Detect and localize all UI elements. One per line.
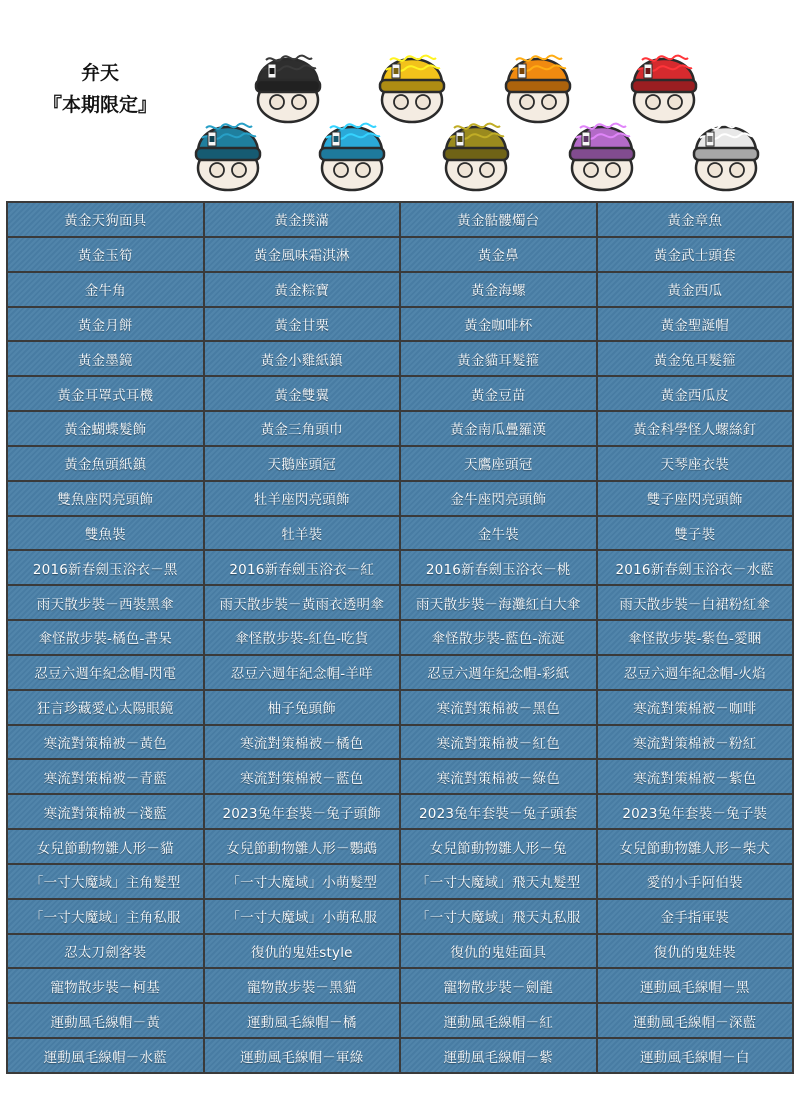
table-cell: 黃金西瓜皮 <box>598 377 793 410</box>
table-cell: 忍豆六週年紀念帽-火焰 <box>598 656 793 689</box>
table-cell: 黃金兔耳髮箍 <box>598 342 793 375</box>
table-cell: 黃金南瓜疊羅漢 <box>401 412 596 445</box>
table-cell: 運動風毛線帽－紫 <box>401 1039 596 1072</box>
table-cell: 黃金甘栗 <box>205 308 400 341</box>
page-subtitle: 『本期限定』 <box>42 94 157 116</box>
table-cell: 黃金雙翼 <box>205 377 400 410</box>
table-cell: 柚子兔頭飾 <box>205 691 400 724</box>
item-grid <box>8 203 792 1072</box>
beanie-icon <box>312 98 392 194</box>
table-cell: 寒流對策棉被－黃色 <box>8 726 203 759</box>
table-cell: 雙魚座閃亮頭飾 <box>8 482 203 515</box>
table-cell: 黃金武士頭套 <box>598 238 793 271</box>
table-cell: 寵物散步裝－黑貓 <box>205 969 400 1002</box>
table-cell: 黃金聖誕帽 <box>598 308 793 341</box>
table-cell: 寒流對策棉被－粉紅 <box>598 726 793 759</box>
table-cell: 黃金耳罩式耳機 <box>8 377 203 410</box>
beanie-hat-deep-blue <box>188 98 268 194</box>
table-cell: 傘怪散步裝-紫色-愛睏 <box>598 621 793 654</box>
table-cell: 運動風毛線帽－軍綠 <box>205 1039 400 1072</box>
beanie-hat-purple <box>562 98 642 194</box>
title-block <box>20 58 180 122</box>
table-cell: 寒流對策棉被－紅色 <box>401 726 596 759</box>
table-cell: 「一寸大魔域」主角私服 <box>8 900 203 933</box>
table-cell: 傘怪散步裝-橘色-書呆 <box>8 621 203 654</box>
table-cell: 「一寸大魔域」主角髮型 <box>8 865 203 898</box>
table-cell: 寒流對策棉被－綠色 <box>401 760 596 793</box>
table-cell: 「一寸大魔域」飛天丸髮型 <box>401 865 596 898</box>
table-cell: 黃金粽寶 <box>205 273 400 306</box>
table-cell: 狂言珍藏愛心太陽眼鏡 <box>8 691 203 724</box>
beanie-icon <box>188 98 268 194</box>
table-cell: 黃金月餅 <box>8 308 203 341</box>
table-cell: 寒流對策棉被－橘色 <box>205 726 400 759</box>
beanie-hat-olive <box>436 98 516 194</box>
table-cell: 愛的小手阿伯裝 <box>598 865 793 898</box>
table-cell: 忍豆六週年紀念帽-羊咩 <box>205 656 400 689</box>
table-cell: 天鵝座頭冠 <box>205 447 400 480</box>
table-cell: 黃金天狗面具 <box>8 203 203 236</box>
table-cell: 寒流對策棉被－青藍 <box>8 760 203 793</box>
table-cell: 寒流對策棉被－紫色 <box>598 760 793 793</box>
header <box>0 0 800 200</box>
table-cell: 寒流對策棉被－淺藍 <box>8 795 203 828</box>
table-cell: 忍豆六週年紀念帽-彩紙 <box>401 656 596 689</box>
table-cell: 黃金鼻 <box>401 238 596 271</box>
table-cell: 黃金三角頭巾 <box>205 412 400 445</box>
table-cell: 寵物散步裝－劍龍 <box>401 969 596 1002</box>
table-cell: 寒流對策棉被－黑色 <box>401 691 596 724</box>
table-cell: 傘怪散步裝-紅色-吃貨 <box>205 621 400 654</box>
table-cell: 女兒節動物雛人形－兔 <box>401 830 596 863</box>
table-cell: 2016新春劍玉浴衣－水藍 <box>598 551 793 584</box>
table-cell: 黃金貓耳髮箍 <box>401 342 596 375</box>
table-cell: 雨天散步裝－白裙粉紅傘 <box>598 586 793 619</box>
table-cell: 2016新春劍玉浴衣－紅 <box>205 551 400 584</box>
page-title: 弁天 <box>80 62 119 84</box>
table-cell: 黃金魚頭紙鎮 <box>8 447 203 480</box>
table-cell: 黃金骷髏燭台 <box>401 203 596 236</box>
table-cell: 運動風毛線帽－白 <box>598 1039 793 1072</box>
table-cell: 2023兔年套裝－兔子頭套 <box>401 795 596 828</box>
table-cell: 傘怪散步裝-藍色-流涎 <box>401 621 596 654</box>
table-cell: 雙子裝 <box>598 517 793 550</box>
table-cell: 運動風毛線帽－水藍 <box>8 1039 203 1072</box>
table-cell: 寵物散步裝－柯基 <box>8 969 203 1002</box>
table-cell: 牡羊座閃亮頭飾 <box>205 482 400 515</box>
beanie-hat-cyan <box>312 98 392 194</box>
table-cell: 黃金海螺 <box>401 273 596 306</box>
beanie-icon <box>686 98 766 194</box>
table-cell: 金牛座閃亮頭飾 <box>401 482 596 515</box>
table-cell: 黃金墨鏡 <box>8 342 203 375</box>
beanie-icon <box>436 98 516 194</box>
table-cell: 牡羊裝 <box>205 517 400 550</box>
table-cell: 運動風毛線帽－黑 <box>598 969 793 1002</box>
table-cell: 黃金豆苗 <box>401 377 596 410</box>
table-cell: 復仇的鬼娃面具 <box>401 935 596 968</box>
table-cell: 「一寸大魔域」飛天丸私服 <box>401 900 596 933</box>
table-cell: 復仇的鬼娃裝 <box>598 935 793 968</box>
table-cell: 寒流對策棉被－咖啡 <box>598 691 793 724</box>
table-cell: 黃金科學怪人螺絲釘 <box>598 412 793 445</box>
table-cell: 2023兔年套裝－兔子裝 <box>598 795 793 828</box>
table-cell: 黃金小雞紙鎮 <box>205 342 400 375</box>
table-cell: 金牛裝 <box>401 517 596 550</box>
table-cell: 天鷹座頭冠 <box>401 447 596 480</box>
table-cell: 雨天散步裝－海灘紅白大傘 <box>401 586 596 619</box>
table-cell: 忍太刀劍客裝 <box>8 935 203 968</box>
table-cell: 運動風毛線帽－橘 <box>205 1004 400 1037</box>
table-cell: 雨天散步裝－黃雨衣透明傘 <box>205 586 400 619</box>
table-cell: 寒流對策棉被－藍色 <box>205 760 400 793</box>
table-cell: 2023兔年套裝－兔子頭飾 <box>205 795 400 828</box>
table-cell: 「一寸大魔域」小萌髮型 <box>205 865 400 898</box>
table-cell: 雙魚裝 <box>8 517 203 550</box>
table-cell: 黃金章魚 <box>598 203 793 236</box>
table-cell: 黃金玉筍 <box>8 238 203 271</box>
beanie-hat-white <box>686 98 766 194</box>
table-cell: 黃金西瓜 <box>598 273 793 306</box>
table-cell: 黃金撲滿 <box>205 203 400 236</box>
table-cell: 雙子座閃亮頭飾 <box>598 482 793 515</box>
item-table <box>6 201 794 1074</box>
table-cell: 黃金咖啡杯 <box>401 308 596 341</box>
table-cell: 2016新春劍玉浴衣－桃 <box>401 551 596 584</box>
table-cell: 女兒節動物雛人形－貓 <box>8 830 203 863</box>
beanie-icon <box>562 98 642 194</box>
table-cell: 運動風毛線帽－深藍 <box>598 1004 793 1037</box>
table-cell: 運動風毛線帽－紅 <box>401 1004 596 1037</box>
table-cell: 忍豆六週年紀念帽-閃電 <box>8 656 203 689</box>
table-cell: 黃金蝴蝶髮飾 <box>8 412 203 445</box>
table-cell: 雨天散步裝－西裝黑傘 <box>8 586 203 619</box>
table-cell: 復仇的鬼娃style <box>205 935 400 968</box>
table-cell: 金牛角 <box>8 273 203 306</box>
table-cell: 天琴座衣裝 <box>598 447 793 480</box>
table-cell: 女兒節動物雛人形－柴犬 <box>598 830 793 863</box>
table-cell: 運動風毛線帽－黃 <box>8 1004 203 1037</box>
table-cell: 2016新春劍玉浴衣－黑 <box>8 551 203 584</box>
table-cell: 「一寸大魔域」小萌私服 <box>205 900 400 933</box>
table-cell: 黃金風味霜淇淋 <box>205 238 400 271</box>
table-cell: 金手指軍裝 <box>598 900 793 933</box>
table-cell: 女兒節動物雛人形－鸚鵡 <box>205 830 400 863</box>
